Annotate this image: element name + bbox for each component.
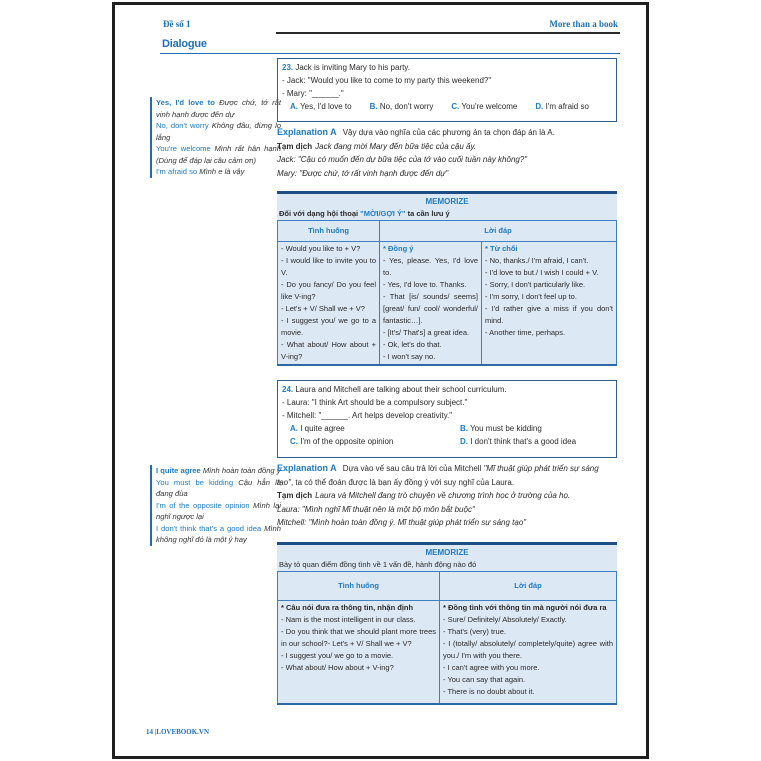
memorize-box-24 (277, 542, 617, 705)
note-en: You're welcome (156, 144, 211, 153)
header-tagline: More than a book (549, 19, 618, 29)
note-vi: Mình e là vậy (199, 167, 245, 176)
memorize-subtitle: Đối với dạng hội thoại "MỜI/GỢI Ý" ta cần lưu ý (279, 209, 450, 218)
note-en: You must be kidding (156, 477, 234, 487)
question-24-box (277, 380, 617, 458)
explanation-23 (277, 126, 617, 180)
footer-site: |LOVEBOOK.VN (154, 728, 209, 736)
answer-options (282, 100, 612, 113)
explanation-text: Vậy dựa vào nghĩa của các phương án ta chọn đáp án là A. (342, 128, 555, 137)
section-title: Dialogue (162, 38, 207, 50)
translation-line: Mitchell: "Mình hoàn toàn đồng ý. Mĩ thuật giúp phát triển sự sáng tạo" (277, 518, 527, 527)
header-divider (276, 32, 620, 34)
option-a[interactable]: A. Yes, I'd love to (290, 102, 352, 111)
option-d[interactable]: D. I'm afraid so (535, 102, 589, 111)
refuse-cell: * Từ chối - No, thanks./ I'm afraid, I can't. - I'd love to but./ I wish I could + V. - Sorry, I don't particularly like. - I'm sorry, I don't feel up to. - I'd rather give a miss if you don't mind. - Another time, perhaps. (482, 242, 617, 366)
question-prompt: Laura and Mitchell are talking about their school curriculum. (295, 385, 507, 394)
dialogue-line: - Mary: "______." (282, 89, 344, 98)
col-header-response: Lời đáp (440, 572, 617, 601)
note-en: I don't think that's a good idea (156, 523, 262, 533)
note-en: I'm of the opposite opinion (156, 500, 250, 510)
responses-cell: * Đồng tình với thông tin mà người nói đưa ra - Sure/ Definitely/ Absolutely/ Exactly. - That's (very) true. - I (totally/ absolutely/ completely/quite) agree with you./ I'm with you there. - I can't agree with you more. - You can say that again. - There is no doubt about it. (440, 601, 617, 705)
option-c[interactable]: C. You're welcome (451, 102, 518, 111)
option-b[interactable]: B. No, don't worry (369, 102, 434, 111)
col-header-situation: Tình huống (278, 572, 440, 601)
section-divider (160, 53, 620, 54)
option-b[interactable]: B. You must be kidding (460, 424, 542, 433)
answer-options (282, 422, 612, 448)
note-en: Yes, I'd love to (156, 98, 215, 107)
header-exam-title: Đề số 1 (163, 19, 191, 29)
memorize-title: MEMORIZE (425, 197, 469, 206)
memorize-title: MEMORIZE (425, 548, 469, 557)
translation-label: Tạm dịch (277, 141, 313, 151)
note-vi: Mình lại nghĩ ngược lại (156, 500, 281, 521)
explanation-24: Explanation A Dựa vào vế sau câu trả lời của Mitchell "Mĩ thuật giúp phát triển sự sáng tạo", ta có thể đoán được là bạn ấy đồng ý với suy nghĩ của Laura. Tạm dịch Laura và Mitchell đang trò chuyện về chương trình học ở trường của họ. Laura: "Mình nghĩ Mĩ thuật nên là một bộ môn bắt buộc" Mitchell: "Mình hoàn toàn đồng ý. Mĩ thuật giúp phát triển sự sáng tạo" (277, 462, 617, 530)
translation-label: Tạm dịch (277, 491, 313, 500)
col-header-response: Lời đáp (380, 221, 617, 242)
note-en: No, don't worry (156, 121, 209, 130)
dialogue-line: - Jack: "Would you like to come to my party this weekend?" (282, 76, 492, 85)
option-d[interactable]: D. I don't think that's a good idea (460, 437, 577, 446)
dialogue-line: - Laura: "I think Art should be a compulsory subject." (282, 398, 468, 407)
explanation-label: Explanation A (277, 127, 337, 137)
situations-cell: * Câu nói đưa ra thông tin, nhận định - Nam is the most intelligent in our class. - Do you think that we should plant more trees in our school?- Let's + V/ Shall we + V? - I suggest you/ we go to a movie. - What about/ How about + V-ing? (278, 601, 440, 705)
question-number: 24. (282, 385, 294, 394)
memorize-subtitle: Bày tỏ quan điểm đồng tình về 1 vấn đề, hành động nào đó (279, 560, 477, 569)
memorize-box-23 (277, 191, 617, 366)
question-23-box (277, 58, 617, 122)
memorize-table (277, 220, 617, 366)
explanation-label: Explanation A (277, 463, 337, 473)
page-number: 14 (146, 728, 153, 736)
note-vi: Không đâu, đừng lo lắng (156, 121, 281, 142)
dialogue-line: - Mitchell: "______. Art helps develop creativity." (282, 411, 453, 420)
translation-text: Laura và Mitchell đang trò chuyện về chương trình học ở trường của họ. (315, 491, 571, 500)
note-vi: Mình không nghĩ đó là một ý hay (156, 523, 281, 544)
agree-cell: * Đồng ý - Yes, please. Yes, I'd love to. - Yes, I'd love to. Thanks. - That [is/ sounds/ seems] [great/ fun/ cool/ wonderful/ fantastic…]. - [It's/ That's] a great idea. - Ok, let's do that. - I won't say no. (380, 242, 482, 366)
option-c[interactable]: C. I'm of the opposite opinion (290, 437, 394, 446)
translation-line: Laura: "Mình nghĩ Mĩ thuật nên là một bộ môn bắt buộc" (277, 504, 475, 514)
translation-line: Jack: "Cậu có muốn đến dự bữa tiệc của tớ vào cuối tuần này không?" (277, 155, 528, 164)
translation-text: Jack đang mời Mary đến bữa tiệc của cậu ấy. (315, 141, 477, 151)
translation-line: Mary: "Được chứ, tớ rất vinh hạnh được đến dự" (277, 168, 449, 178)
question-number: 23. (282, 63, 294, 72)
col-header-situation: Tình huống (278, 221, 380, 242)
situations-cell: - Would you like to + V? - I would like to invite you to V. - Do you fancy/ Do you feel like V-ing? - Let's + V/ Shall we + V? - I suggest you/ we go to a movie. - What about/ How about + V-ing? (278, 242, 380, 366)
option-a[interactable]: A. I quite agree (290, 424, 345, 433)
note-vi: Mình hoàn toàn đồng ý (202, 466, 281, 475)
note-vi: Mình rất hân hạnh (Dùng để đáp lại câu cảm ơn) (156, 144, 281, 165)
side-notes-q23 (150, 97, 281, 178)
page-footer (146, 728, 209, 736)
memorize-table (277, 571, 617, 705)
note-vi: Cậu hẳn là đang đùa (156, 477, 281, 498)
note-en: I quite agree (156, 466, 201, 475)
note-vi: Được chứ, tớ rất vinh hạnh được đến dự (156, 98, 281, 119)
side-notes-q24 (150, 465, 281, 546)
question-prompt: Jack is inviting Mary to his party. (295, 63, 410, 72)
note-en: I'm afraid so (156, 167, 198, 176)
